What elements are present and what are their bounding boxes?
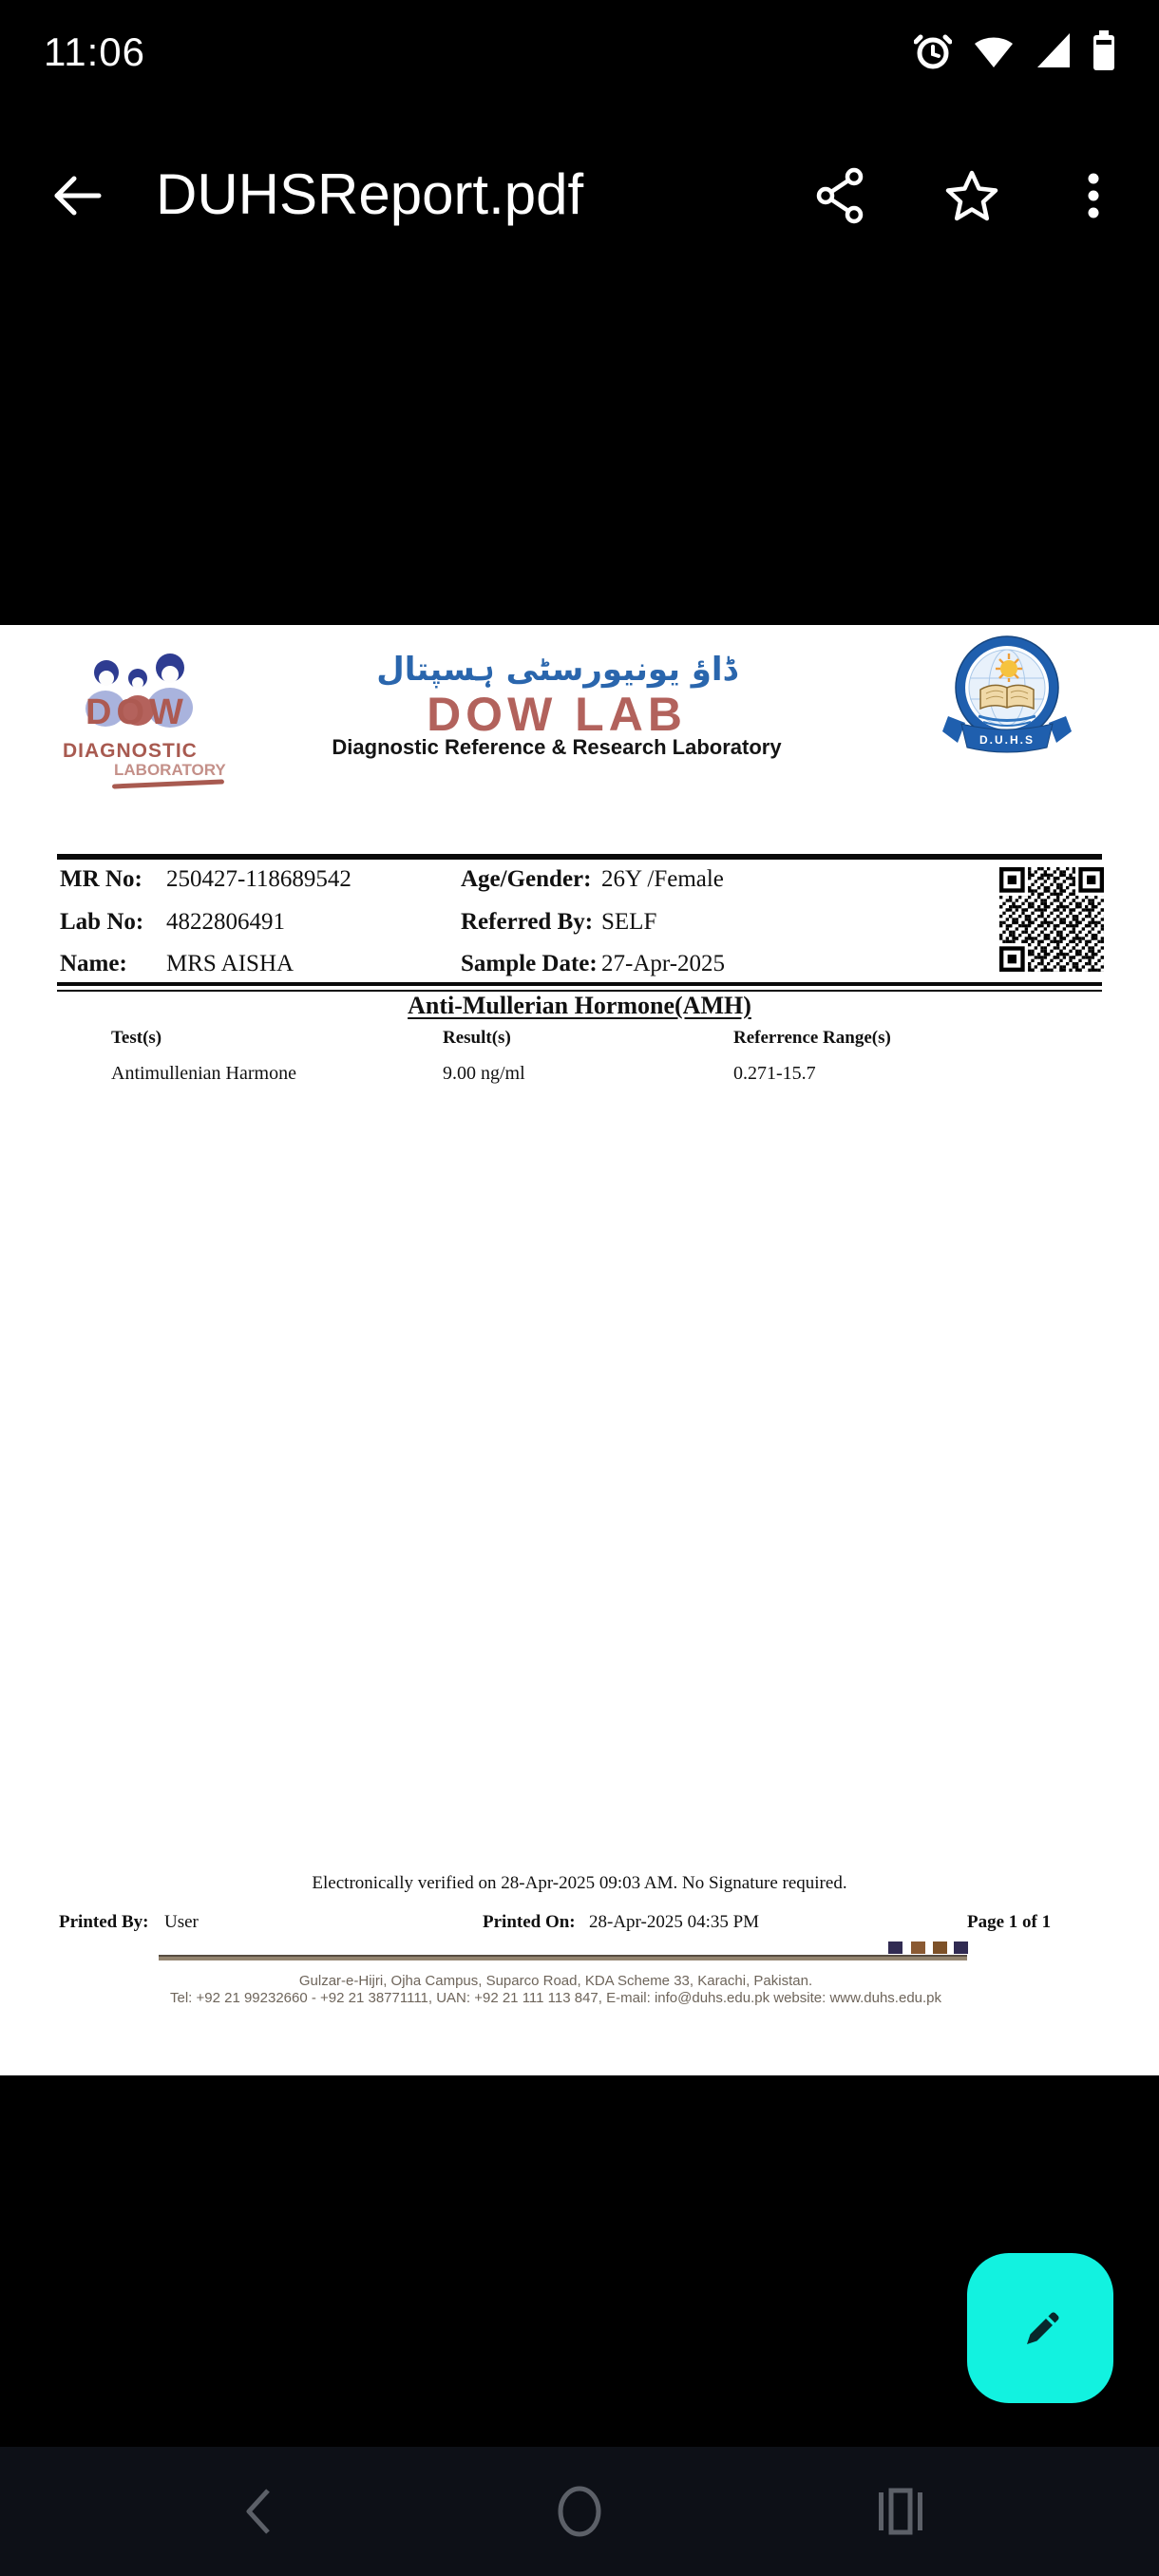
table-top-rule [57, 854, 1102, 860]
overflow-menu-icon[interactable] [1064, 167, 1123, 226]
nav-back-icon[interactable] [201, 2447, 315, 2576]
logo-laboratory-text: LABORATORY [114, 761, 226, 779]
patient-row [0, 909, 998, 939]
signal-icon [1036, 31, 1072, 74]
battery-icon [1092, 30, 1115, 75]
wifi-icon [973, 31, 1015, 74]
page-number: Page 1 of 1 [967, 1912, 1052, 1932]
share-icon[interactable] [811, 167, 870, 226]
footer-rule [159, 1955, 967, 1960]
referred-by-label: Referred By: [461, 909, 594, 935]
name-label: Name: [60, 951, 127, 976]
seal-banner-text: D.U.H.S [978, 733, 1036, 747]
age-gender-value: 26Y /Female [601, 866, 724, 892]
lab-name: DOW LAB [427, 688, 687, 741]
address-line-1: Gulzar-e-Hijri, Ojha Campus, Suparco Road, KDA Scheme 33, Karachi, Pakistan. [298, 1973, 813, 1989]
qr-code [999, 867, 1104, 976]
mr-no-value: 250427-118689542 [166, 866, 352, 892]
test-range-cell: 0.271-15.7 [733, 1063, 816, 1084]
lab-no-label: Lab No: [60, 909, 144, 935]
status-bar [0, 0, 1159, 95]
status-icons [914, 30, 1115, 75]
navigation-bar [0, 2447, 1159, 2576]
logo-dow-text: DOW [86, 692, 188, 732]
document-title: DUHSReport.pdf [156, 162, 584, 226]
age-gender-label: Age/Gender: [461, 866, 592, 892]
printed-on-value: 28-Apr-2025 04:35 PM [589, 1912, 760, 1932]
test-name-cell: Antimullenian Harmone [111, 1063, 296, 1084]
back-arrow-icon[interactable] [49, 167, 106, 224]
printed-on-label: Printed On: [483, 1912, 576, 1932]
column-header-test: Test(s) [111, 1028, 162, 1048]
referred-by-value: SELF [601, 909, 657, 935]
pdf-page[interactable] [0, 625, 1159, 2075]
star-icon[interactable] [942, 167, 1001, 226]
footer-color-square [954, 1941, 968, 1954]
sample-date-label: Sample Date: [461, 951, 598, 976]
app-bar [0, 141, 1159, 253]
alarm-icon [914, 30, 952, 75]
patient-row [0, 951, 998, 981]
urdu-hospital-title: ڈاؤ یونیورسٹی ہسپتال [376, 651, 737, 689]
nav-recents-icon[interactable] [844, 2447, 958, 2576]
column-header-result: Result(s) [443, 1028, 511, 1048]
printed-by-value: User [164, 1912, 199, 1932]
dow-diagnostic-logo [59, 649, 226, 779]
name-value: MRS AISHA [166, 951, 294, 976]
table-bottom-rule [57, 982, 1102, 986]
column-header-range: Referrence Range(s) [733, 1028, 891, 1048]
lab-subtitle: Diagnostic Reference & Research Laboratory [332, 735, 782, 759]
status-time: 11:06 [44, 29, 145, 74]
printed-row [0, 1912, 1159, 1937]
verified-note: Electronically verified on 28-Apr-2025 09:03 AM. No Signature required. [312, 1873, 847, 1893]
pencil-icon [1014, 2301, 1067, 2357]
test-result-cell: 9.00 ng/ml [443, 1063, 525, 1084]
edit-fab[interactable] [967, 2253, 1113, 2403]
test-section-title: Anti-Mullerian Hormone(AMH) [408, 992, 751, 1019]
duhs-seal-icon [940, 633, 1078, 766]
logo-swoosh [112, 779, 224, 788]
patient-row [0, 866, 998, 897]
mr-no-label: MR No: [60, 866, 142, 892]
sample-date-value: 27-Apr-2025 [601, 951, 726, 976]
address-line-2: Tel: +92 21 99232660 - +92 21 38771111, UAN: +92 21 111 113 847, E-mail: info@duhs.edu.pk website: www.duhs.edu.pk [169, 1990, 942, 2006]
lab-header [319, 646, 794, 760]
logo-diagnostic-text: DIAGNOSTIC [63, 740, 198, 762]
footer-color-square [888, 1941, 902, 1954]
footer-color-square [911, 1941, 925, 1954]
lab-no-value: 4822806491 [166, 909, 285, 935]
footer-color-square [933, 1941, 947, 1954]
nav-home-icon[interactable] [522, 2447, 636, 2576]
printed-by-label: Printed By: [59, 1912, 149, 1932]
